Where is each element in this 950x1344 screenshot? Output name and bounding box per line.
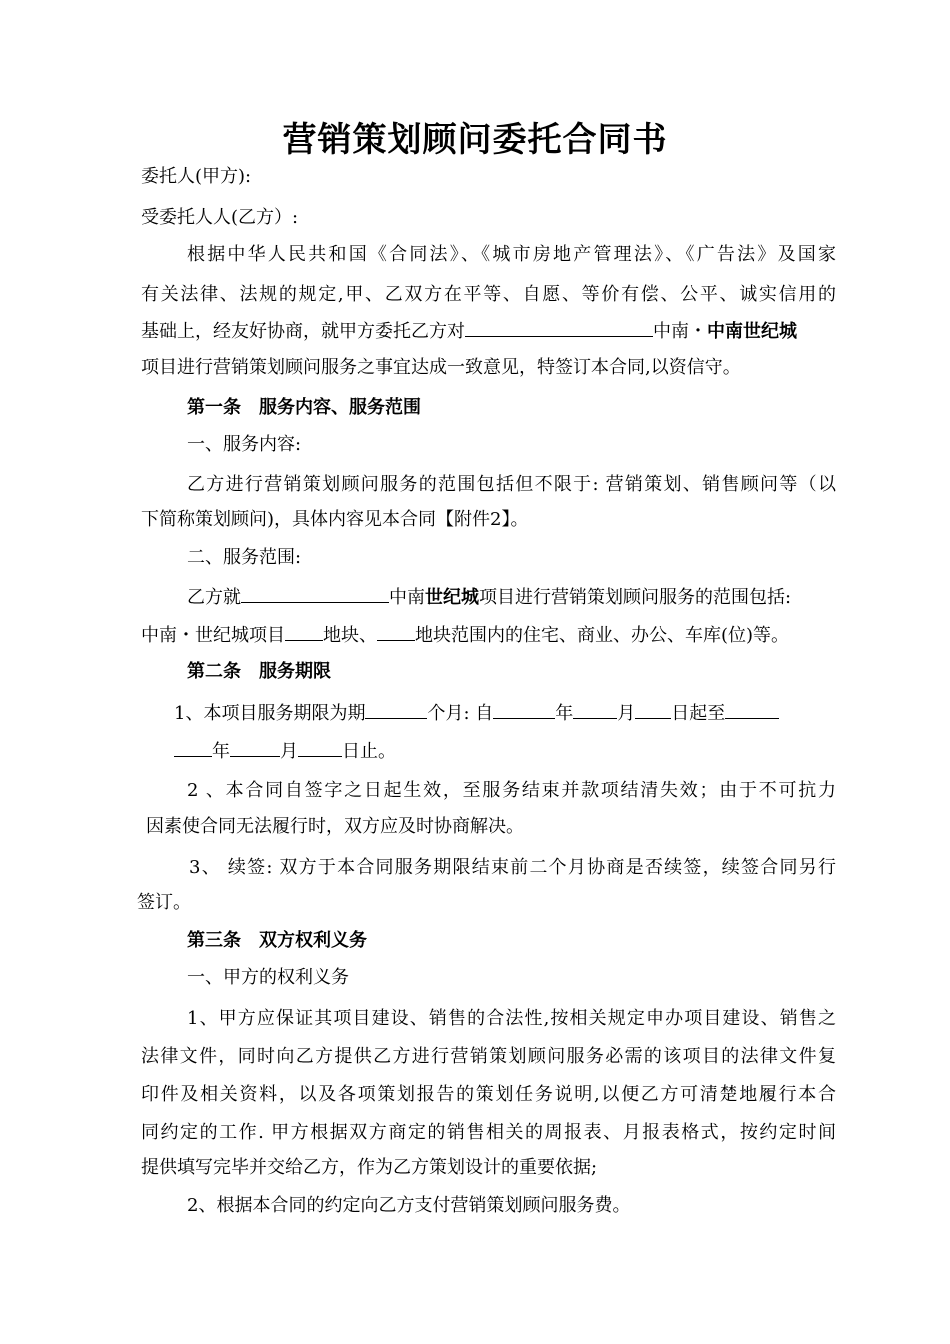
end-year-blank	[174, 738, 212, 757]
party-b-label: 受委托人人(乙方）:	[141, 207, 299, 228]
article-3-para-2: 2、根据本合同的约定向乙方支付营销策划顾问服务费。	[187, 1195, 631, 1216]
start-month-blank	[573, 700, 617, 719]
term-month-label: 月	[617, 703, 636, 724]
plot-blank-1	[285, 622, 323, 641]
plot-text-a: 中南・世纪城项目	[141, 625, 285, 646]
article-1-para-1-line-1: 乙方进行营销策划顾问服务的范围包括但不限于: 营销策划、销售顾问等（以	[187, 474, 836, 495]
article-1-para-2	[187, 584, 791, 610]
intro-line-3	[141, 318, 797, 344]
scope-text-a: 乙方就	[187, 587, 241, 608]
scope-blank	[241, 584, 389, 603]
article-2-item-2-line-1: 2 、本合同自签字之日起生效，至服务结束并款项结清失效；由于不可抗力	[187, 780, 836, 801]
article-3-para-1-line-1: 1、甲方应保证其项目建设、销售的合法性,按相关规定申办项目建设、销售之	[187, 1008, 836, 1029]
article-2-item-1-cont	[174, 738, 396, 764]
start-day-blank	[635, 700, 671, 719]
intro-line-3-prefix: 中南・	[653, 321, 707, 342]
plot-blank-2	[377, 622, 415, 641]
project-blank	[465, 318, 653, 337]
start-year-blank	[493, 700, 555, 719]
article-1-sub-2: 二、服务范围:	[187, 547, 302, 568]
article-2-item-1	[174, 700, 779, 726]
scope-text-d: 项目进行营销策划顾问服务的范围包括:	[479, 587, 792, 608]
article-3-heading: 第三条 双方权利义务	[187, 930, 367, 951]
term-text-e: 日起至	[671, 703, 726, 724]
article-3-para-1-line-2: 法律文件，同时向乙方提供乙方进行营销策划顾问服务必需的该项目的法律文件复	[141, 1046, 836, 1067]
term-months-blank	[365, 700, 427, 719]
end-month-label: 月	[280, 741, 298, 762]
project-name: 中南世纪城	[707, 321, 797, 342]
end-month-blank	[230, 738, 280, 757]
plot-text-c: 地块范围内的住宅、商业、办公、车库(位)等。	[415, 625, 790, 646]
end-text: 日止。	[342, 741, 396, 762]
intro-line-4: 项目进行营销策划顾问服务之事宜达成一致意见，特签订本合同,以资信守。	[141, 357, 741, 378]
scope-text-b: 中南	[389, 587, 425, 608]
article-2-item-3-line-2: 签订。	[137, 892, 191, 913]
term-text-a: 1、本项目服务期限为期	[174, 703, 366, 724]
article-1-sub-1: 一、服务内容:	[187, 434, 302, 455]
article-1-para-1-line-2: 下简称策划顾问)，具体内容见本合同【附件2】。	[141, 509, 529, 530]
intro-line-3-text: 基础上，经友好协商，就甲方委托乙方对	[141, 321, 465, 342]
term-year-label: 年	[555, 703, 574, 724]
end-day-blank	[298, 738, 342, 757]
end-year-blank-part	[725, 700, 779, 719]
article-3-para-1-line-3: 印件及相关资料，以及各项策划报告的策划任务说明,以便乙方可清楚地履行本合	[141, 1084, 836, 1105]
article-2-heading: 第二条 服务期限	[187, 661, 331, 682]
article-2-item-2-line-2: 因素使合同无法履行时，双方应及时协商解决。	[146, 816, 524, 837]
scope-project-name: 世纪城	[425, 587, 479, 608]
end-year-label: 年	[212, 741, 230, 762]
article-2-item-3-line-1: 3、 续签: 双方于本合同服务期限结束前二个月协商是否续签，续签合同另行	[189, 857, 836, 878]
term-text-b: 个月: 自	[427, 703, 494, 724]
document-title: 营销策划顾问委托合同书	[282, 120, 668, 160]
intro-line-1: 根据中华人民共和国《合同法》、《城市房地产管理法》、《广告法》及国家	[187, 244, 836, 265]
article-1-heading: 第一条 服务内容、服务范围	[187, 397, 421, 418]
plot-text-b: 地块、	[323, 625, 377, 646]
article-3-para-1-line-5: 提供填写完毕并交给乙方，作为乙方策划设计的重要依据;	[141, 1157, 598, 1178]
article-3-para-1-line-4: 同约定的工作. 甲方根据双方商定的销售相关的周报表、月报表格式，按约定时间	[141, 1122, 836, 1143]
intro-line-2: 有关法律、法规的规定,甲、乙双方在平等、自愿、等价有偿、公平、诚实信用的	[141, 284, 836, 305]
party-a-label: 委托人(甲方):	[141, 166, 252, 187]
article-1-para-3	[141, 622, 789, 648]
article-3-sub-1: 一、甲方的权利义务	[187, 967, 349, 988]
